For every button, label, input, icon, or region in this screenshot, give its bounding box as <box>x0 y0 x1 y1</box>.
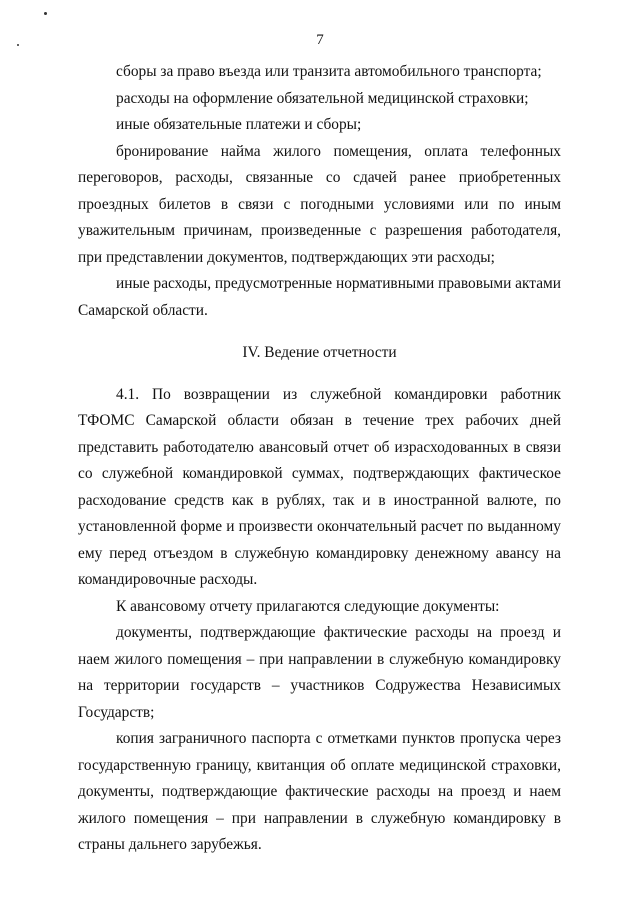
paragraph: иные обязательные платежи и сборы; <box>116 116 362 133</box>
section-heading: IV. Ведение отчетности <box>242 344 397 361</box>
scan-speck <box>44 12 47 15</box>
paragraph: сборы за право въезда или транзита автомобильного транспорта; <box>116 63 542 80</box>
page-number: 7 <box>316 32 324 48</box>
paragraph: документы, подтверждающие фактические расходы на проезд и наем жилого помещения – при направлении в служебную командировку на территории государств – участников Содружества Независимых Государств; <box>78 624 561 721</box>
document-body <box>78 59 561 859</box>
paragraph: расходы на оформление обязательной медицинской страховки; <box>116 89 529 107</box>
paragraph: К авансовому отчету прилагаются следующие документы: <box>116 597 500 615</box>
paragraph: копия заграничного паспорта с отметками пунктов пропуска через государственную границу, квитанция об оплате медицинской страховки, документы, подтверждающие фактические расходы на проезд и наем жилого помещения – при направлении в служебную командировку в страны дальнего зарубежья. <box>78 730 561 853</box>
paragraph: бронирование найма жилого помещения, оплата телефонных переговоров, расходы, связанные со сдачей ранее приобретенных проездных билетов в связи с погодными условиями или по иным уважительным причинам, произведенные с разрешения работодателя, при представлении документов, подтверждающих эти расходы; <box>78 142 561 266</box>
paragraph: иные расходы, предусмотренные нормативными правовыми актами Самарской области. <box>78 275 561 319</box>
paragraph: 4.1. По возвращении из служебной командировки работник ТФОМС Самарской области обязан в течение трех рабочих дней представить работодателю авансовый отчет об израсходованных в связи со служебной командировкой суммах, подтверждающих фактическое расходование средств как в рублях, так и в иностранной валюте, по установленной форме и произвести окончательный расчет по выданному ему перед отъездом в служебную командировку денежному авансу на командировочные расходы. <box>78 385 561 588</box>
